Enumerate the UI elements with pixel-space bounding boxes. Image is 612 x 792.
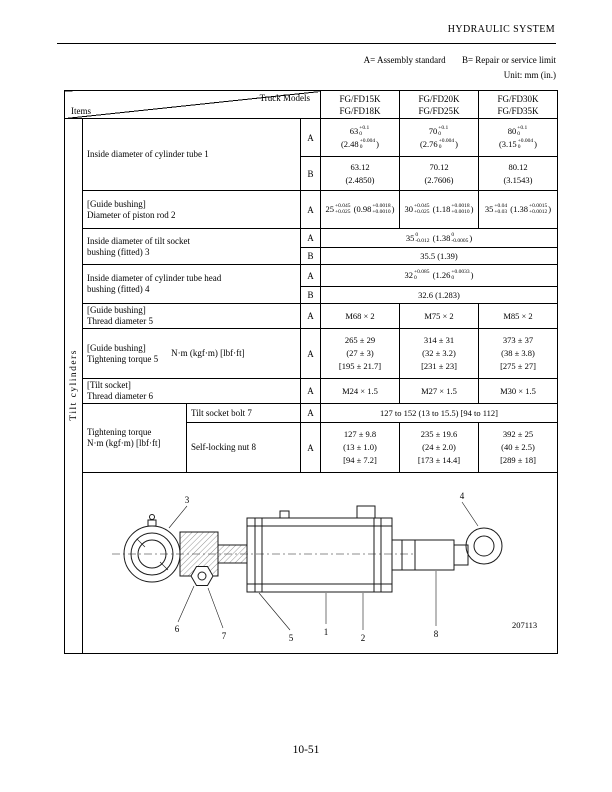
callout-7: 7 bbox=[221, 631, 226, 641]
spec-value: 35 0 -0.012 (1.38 0 -0.0005 ) bbox=[321, 229, 558, 248]
spec-value: 35 +0.04 +0.03 (1.38 +0.0015 +0.0012 ) bbox=[479, 191, 558, 229]
callout-1: 1 bbox=[323, 627, 328, 637]
torque-unit-label: N·m (kgf·m) [lbf·ft] bbox=[171, 348, 245, 358]
spec-value: 70 +0.1 0 (2.76 +0.004 0 ) bbox=[400, 119, 479, 157]
ab-cell: B bbox=[301, 248, 321, 265]
spec-value: 63.12 (2.4850) bbox=[321, 157, 400, 191]
ab-cell: A bbox=[301, 379, 321, 404]
spec-table bbox=[64, 90, 558, 654]
guide-bushing-torque-label: [Guide bushing] Tightening torque 5 bbox=[87, 342, 159, 364]
corner-cell bbox=[65, 91, 321, 119]
corner-label-items: Items bbox=[71, 106, 91, 116]
callout-3: 3 bbox=[184, 495, 189, 505]
spec-value: M68 × 2 bbox=[321, 304, 400, 329]
piston-rod-section bbox=[218, 545, 247, 563]
ab-cell: A bbox=[301, 119, 321, 157]
callout-6: 6 bbox=[174, 624, 179, 634]
legend bbox=[364, 55, 556, 65]
legend-assembly-standard: A= Assembly standard bbox=[363, 55, 446, 65]
spec-value: 265 ± 29 (27 ± 3) [195 ± 21.7] bbox=[321, 329, 400, 379]
model-header-20k-25k: FG/FD20K FG/FD25K bbox=[400, 91, 479, 119]
spec-value: 35.5 (1.39) bbox=[321, 248, 558, 265]
ab-cell: A bbox=[301, 191, 321, 229]
row-label-tilt-socket-bushing-id: Inside diameter of tilt socket bushing (fitted) 3 bbox=[83, 229, 301, 265]
cylinder-barrel bbox=[247, 506, 392, 592]
unit-note: Unit: mm (in.) bbox=[503, 70, 556, 80]
row-label-self-locking-nut: Self-locking nut 8 bbox=[187, 423, 301, 473]
row-label-head-bushing-id: Inside diameter of cylinder tube head bushing (fitted) 4 bbox=[83, 265, 301, 304]
section-label-tilt-cylinders: Tilt cylinders bbox=[68, 349, 79, 421]
row-label-tilt-socket-bolt: Tilt socket bolt 7 bbox=[187, 404, 301, 423]
row-label-cylinder-tube-id: Inside diameter of cylinder tube 1 bbox=[83, 119, 301, 191]
right-eye bbox=[466, 528, 502, 564]
corner-label-truck-models: Truck Models bbox=[259, 93, 310, 103]
page-header: HYDRAULIC SYSTEM bbox=[447, 24, 555, 35]
callout-5: 5 bbox=[288, 633, 293, 643]
ab-cell: B bbox=[301, 157, 321, 191]
legend-repair-limit: B= Repair or service limit bbox=[461, 55, 556, 65]
hex-nut bbox=[191, 567, 213, 586]
spec-value: M85 × 2 bbox=[479, 304, 558, 329]
spec-table-wrap bbox=[64, 90, 558, 654]
ab-cell: A bbox=[301, 329, 321, 379]
callout-2: 2 bbox=[360, 633, 365, 643]
figure-number: 207113 bbox=[511, 620, 537, 630]
ab-cell: A bbox=[301, 404, 321, 423]
header-rule bbox=[57, 43, 556, 44]
spec-value: 127 ± 9.8 (13 ± 1.0) [94 ± 7.2] bbox=[321, 423, 400, 473]
figure-cell bbox=[83, 473, 558, 654]
model-header-30k-35k: FG/FD30K FG/FD35K bbox=[479, 91, 558, 119]
ab-cell: A bbox=[301, 423, 321, 473]
spec-value: 127 to 152 (13 to 15.5) [94 to 112] bbox=[321, 404, 558, 423]
callout-8: 8 bbox=[433, 629, 438, 639]
ab-cell: A bbox=[301, 229, 321, 248]
row-label-tilt-socket-thread: [Tilt socket] Thread diameter 6 bbox=[83, 379, 301, 404]
spec-value: 80.12 (3.1543) bbox=[479, 157, 558, 191]
tilt-cylinder-figure bbox=[84, 476, 557, 650]
spec-value: 70.12 (2.7606) bbox=[400, 157, 479, 191]
row-label-piston-rod-diameter: [Guide bushing] Diameter of piston rod 2 bbox=[83, 191, 301, 229]
ab-cell: B bbox=[301, 287, 321, 304]
callout-4: 4 bbox=[459, 491, 464, 501]
spec-value: 25 +0.045 +0.025 (0.98 +0.0018 +0.0010 ) bbox=[321, 191, 400, 229]
spec-value: 373 ± 37 (38 ± 3.8) [275 ± 27] bbox=[479, 329, 558, 379]
spec-value: M30 × 1.5 bbox=[479, 379, 558, 404]
spec-value: 235 ± 19.6 (24 ± 2.0) [173 ± 14.4] bbox=[400, 423, 479, 473]
spec-value: 30 +0.045 +0.025 (1.18 +0.0018 +0.0010 ) bbox=[400, 191, 479, 229]
spec-value: M75 × 2 bbox=[400, 304, 479, 329]
spec-value: 314 ± 31 (32 ± 3.2) [231 ± 23] bbox=[400, 329, 479, 379]
spec-value: 32 +0.085 0 (1.26 +0.0033 0 ) bbox=[321, 265, 558, 287]
spec-value: 392 ± 25 (40 ± 2.5) [289 ± 18] bbox=[479, 423, 558, 473]
rod-end bbox=[392, 540, 468, 570]
spec-value: M27 × 1.5 bbox=[400, 379, 479, 404]
page-number: 10-51 bbox=[292, 744, 320, 756]
spec-value: M24 × 1.5 bbox=[321, 379, 400, 404]
row-label-tightening-torque: Tightening torque N·m (kgf·m) [lbf·ft] bbox=[83, 404, 187, 473]
row-label-guide-bushing-thread: [Guide bushing] Thread diameter 5 bbox=[83, 304, 301, 329]
spec-value: 63 +0.1 0 (2.48 +0.004 0 ) bbox=[321, 119, 400, 157]
spec-value: 32.6 (1.283) bbox=[321, 287, 558, 304]
ab-cell: A bbox=[301, 304, 321, 329]
ab-cell: A bbox=[301, 265, 321, 287]
spec-value: 80 +0.1 0 (3.15 +0.004 0 ) bbox=[479, 119, 558, 157]
section-cell bbox=[65, 119, 83, 654]
row-label-guide-bushing-torque bbox=[83, 329, 301, 379]
grease-fitting-icon bbox=[148, 515, 156, 527]
model-header-15k-18k: FG/FD15K FG/FD18K bbox=[321, 91, 400, 119]
